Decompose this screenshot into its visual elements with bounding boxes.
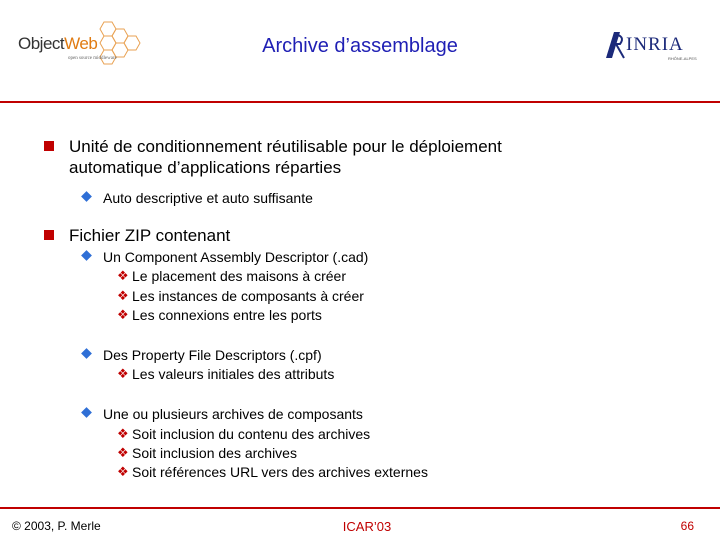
sub-sub-list-item-text: Les instances de composants à créer — [132, 288, 364, 304]
footer-copyright: © 2003, P. Merle — [12, 519, 101, 533]
square-bullet-icon — [44, 141, 54, 151]
sub-sub-list-item-text: Soit inclusion des archives — [132, 445, 297, 461]
four-diamond-bullet-icon: ❖ — [117, 288, 129, 303]
sub-list-item-text: Des Property File Descriptors (.cpf) — [103, 347, 322, 363]
footer-conference: ICAR’03 — [342, 519, 392, 534]
sub-sub-list-item-text: Le placement des maisons à créer — [132, 268, 346, 284]
sub-list-item-text: Un Component Assembly Descriptor (.cad) — [103, 249, 369, 265]
inria-wordmark: INRIA — [626, 34, 684, 55]
four-diamond-bullet-icon: ❖ — [117, 268, 129, 283]
diamond-bullet-icon — [81, 348, 92, 359]
list-item-text: Fichier ZIP contenant — [69, 226, 231, 245]
sub-sub-list-item-text: Les valeurs initiales des attributs — [132, 366, 335, 382]
four-diamond-bullet-icon: ❖ — [117, 464, 129, 479]
four-diamond-bullet-icon: ❖ — [117, 445, 129, 460]
sub-sub-list-item-text: Les connexions entre les ports — [132, 307, 322, 323]
objectweb-wordmark: ObjectWeb — [18, 34, 98, 53]
sub-list-item-text: Une ou plusieurs archives de composants — [103, 406, 363, 422]
footer-page-number: 66 — [680, 519, 694, 533]
page-title: Archive d’assemblage — [262, 35, 458, 57]
header-divider — [0, 101, 720, 103]
list-item-text: automatique d’applications réparties — [69, 158, 342, 177]
objectweb-tagline: open source middleware — [68, 56, 117, 61]
diamond-bullet-icon — [81, 191, 92, 202]
list-item-text: Unité de conditionnement réutilisable pour le déploiement — [69, 137, 502, 156]
diamond-bullet-icon — [81, 407, 92, 418]
four-diamond-bullet-icon: ❖ — [117, 426, 129, 441]
four-diamond-bullet-icon: ❖ — [117, 307, 129, 322]
inria-logo — [600, 28, 700, 64]
sub-sub-list-item-text: Soit inclusion du contenu des archives — [132, 426, 371, 442]
sub-list-item-text: Auto descriptive et auto suffisante — [103, 190, 313, 206]
inria-subtitle: RHÔNE-ALPES — [668, 56, 697, 61]
square-bullet-icon — [44, 230, 54, 240]
diamond-bullet-icon — [81, 250, 92, 261]
four-diamond-bullet-icon: ❖ — [117, 366, 129, 381]
footer-divider — [0, 507, 720, 509]
sub-sub-list-item-text: Soit références URL vers des archives externes — [132, 464, 428, 480]
inria-emblem-icon — [602, 30, 628, 60]
